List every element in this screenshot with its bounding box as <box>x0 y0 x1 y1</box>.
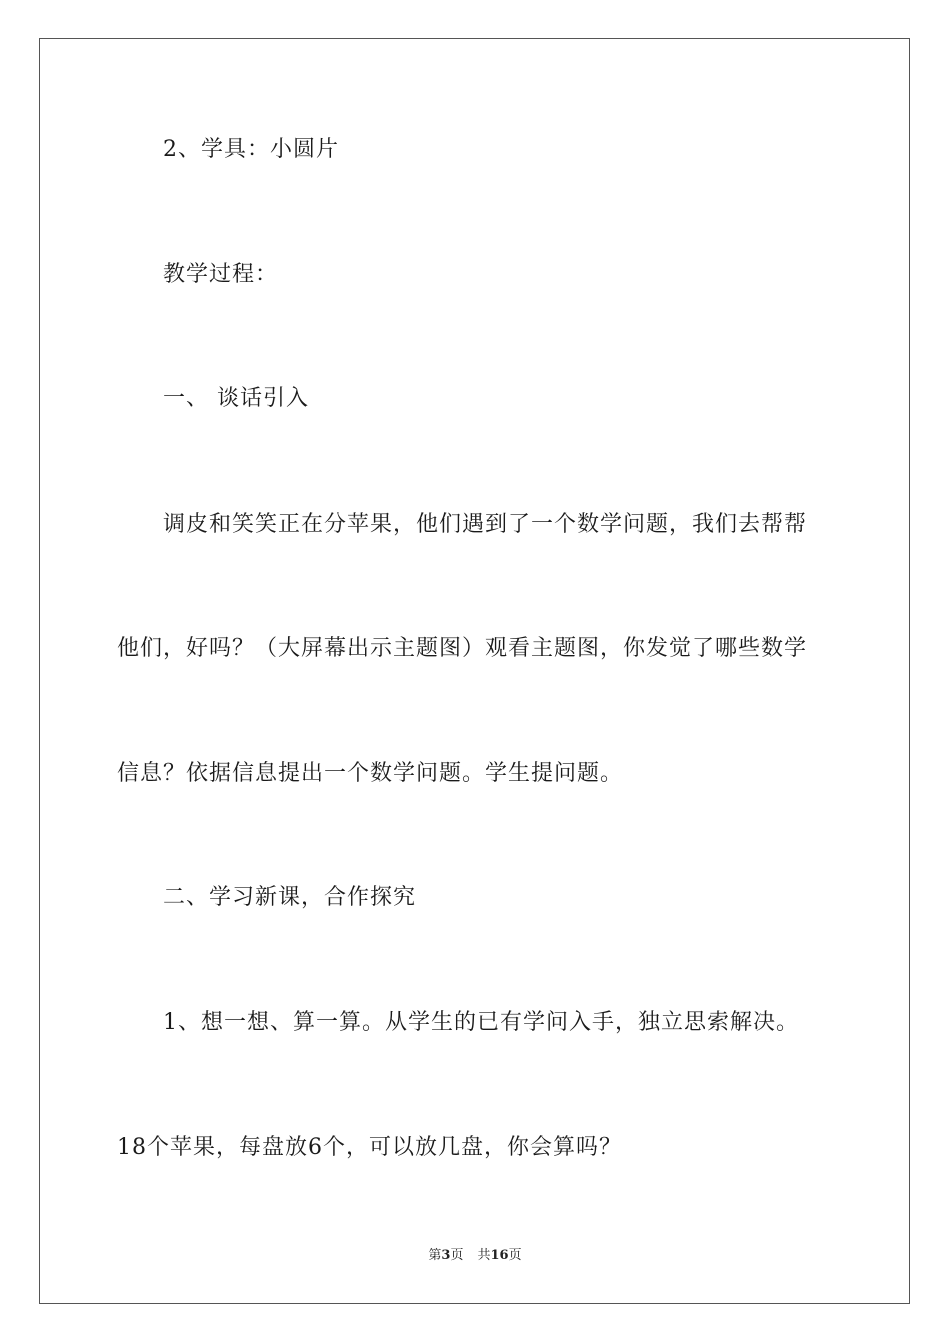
paragraph-line-1: 调皮和笑笑正在分苹果，他们遇到了一个数学问题，我们去帮帮 <box>163 512 808 537</box>
footer-page-prefix: 第 <box>428 1248 442 1263</box>
section-heading-new-lesson: 二、学习新课，合作探究 <box>163 885 417 910</box>
page-footer <box>0 1247 950 1265</box>
footer-total-prefix: 共 <box>477 1248 491 1263</box>
section-heading-introduction: 一、 谈话引入 <box>163 386 309 411</box>
footer-current-page: 3 <box>441 1248 451 1263</box>
paragraph-apples-question: 18个苹果，每盘放6个，可以放几盘，你会算吗？ <box>117 1135 622 1160</box>
page-border <box>39 38 910 1304</box>
footer-total-suffix: 页 <box>508 1248 522 1263</box>
footer-total-pages: 16 <box>490 1248 509 1263</box>
paragraph-think-calculate: 1、想一想、算一算。从学生的已有学问入手，独立思索解决。 <box>163 1010 799 1035</box>
text-line-supplies: 2、学具：小圆片 <box>163 137 339 162</box>
footer-page-suffix: 页 <box>450 1248 464 1263</box>
paragraph-line-2: 他们，好吗？（大屏幕出示主题图）观看主题图，你发觉了哪些数学 <box>117 636 808 661</box>
paragraph-line-3: 信息？依据信息提出一个数学问题。学生提问题。 <box>117 761 624 786</box>
text-line-teaching-process-heading: 教学过程： <box>163 262 279 287</box>
